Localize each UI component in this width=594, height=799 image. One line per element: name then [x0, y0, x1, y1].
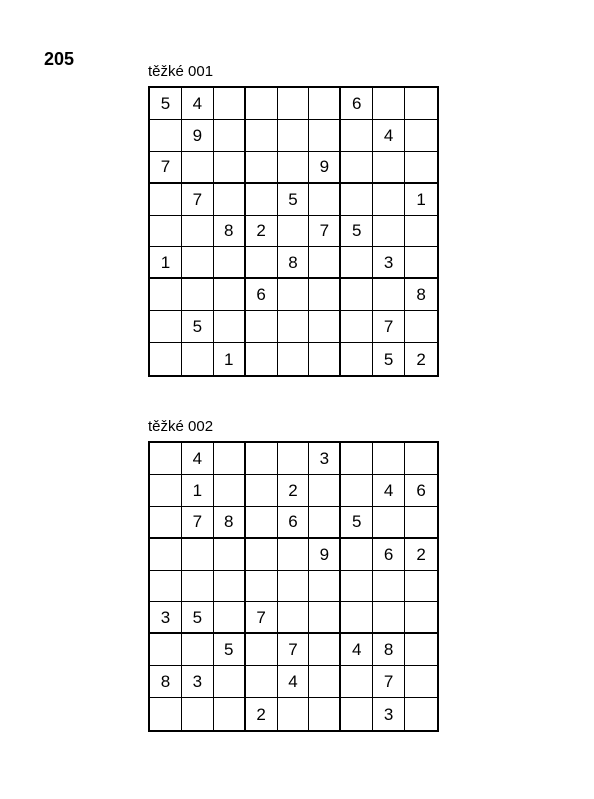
sudoku-cell — [182, 698, 214, 730]
sudoku-cell: 9 — [309, 539, 341, 571]
sudoku-cell — [309, 279, 341, 311]
sudoku-cell — [246, 184, 278, 216]
sudoku-cell — [182, 634, 214, 666]
sudoku-cell — [150, 698, 182, 730]
sudoku-cell: 5 — [182, 602, 214, 634]
sudoku-cell — [150, 279, 182, 311]
sudoku-cell — [405, 120, 437, 152]
sudoku-cell: 8 — [278, 247, 310, 279]
puzzle-title: těžké 001 — [148, 63, 214, 80]
sudoku-cell — [309, 247, 341, 279]
sudoku-cell: 1 — [405, 184, 437, 216]
sudoku-cell — [278, 443, 310, 475]
page-number: 205 — [44, 49, 75, 69]
sudoku-cell — [405, 311, 437, 343]
sudoku-cell — [309, 666, 341, 698]
sudoku-cell: 7 — [150, 152, 182, 184]
sudoku-cell: 9 — [309, 152, 341, 184]
sudoku-cell — [341, 571, 373, 603]
sudoku-cell — [309, 184, 341, 216]
sudoku-cell — [373, 184, 405, 216]
sudoku-cell: 8 — [405, 279, 437, 311]
sudoku-cell — [150, 539, 182, 571]
sudoku-cell: 2 — [416, 349, 426, 369]
sudoku-cell — [373, 216, 405, 248]
sudoku-cell — [246, 475, 278, 507]
sudoku-cell — [182, 571, 214, 603]
sudoku-cell — [246, 666, 278, 698]
sudoku-cell — [405, 634, 437, 666]
sudoku-cell — [150, 120, 182, 152]
sudoku-cell — [150, 571, 182, 603]
sudoku-cell — [309, 475, 341, 507]
sudoku-cell: 1 — [150, 247, 182, 279]
sudoku-cell — [150, 443, 182, 475]
sudoku-cell: 7 — [246, 602, 278, 634]
sudoku-cell — [182, 343, 214, 375]
sudoku-cell — [246, 120, 278, 152]
sudoku-cell — [309, 634, 341, 666]
sudoku-cell — [278, 698, 310, 730]
sudoku-cell: 2 — [246, 698, 278, 730]
sudoku-cell — [246, 311, 278, 343]
sudoku-cell: 3 — [373, 698, 405, 730]
sudoku-cell: 5 — [214, 634, 246, 666]
sudoku-cell: 3 — [150, 602, 182, 634]
sudoku-cell — [214, 571, 246, 603]
sudoku-cell — [405, 666, 437, 698]
sudoku-cell — [278, 279, 310, 311]
sudoku-cell — [405, 152, 437, 184]
sudoku-cell — [341, 475, 373, 507]
sudoku-cell — [246, 539, 278, 571]
sudoku-cell — [341, 343, 373, 375]
sudoku-cell — [309, 343, 341, 375]
sudoku-cell: 6 — [246, 279, 278, 311]
sudoku-cell — [182, 216, 214, 248]
sudoku-cell — [341, 120, 373, 152]
sudoku-cell — [278, 539, 310, 571]
sudoku-cell: 2 — [246, 216, 278, 248]
sudoku-cell — [309, 507, 341, 539]
sudoku-cell: 3 — [182, 666, 214, 698]
sudoku-cell — [150, 507, 182, 539]
sudoku-cell — [278, 311, 310, 343]
sudoku-cell: 7 — [309, 216, 341, 248]
sudoku-cell — [405, 507, 437, 539]
sudoku-cell: 4 — [182, 88, 214, 120]
sudoku-cell: 5 — [150, 88, 182, 120]
sudoku-cell: 4 — [373, 120, 405, 152]
sudoku-cell — [405, 443, 437, 475]
sudoku-cell — [405, 88, 437, 120]
sudoku-cell — [373, 152, 405, 184]
sudoku-cell — [278, 120, 310, 152]
sudoku-cell — [150, 634, 182, 666]
sudoku-cell — [373, 279, 405, 311]
sudoku-cell — [278, 88, 310, 120]
sudoku-cell: 4 — [373, 475, 405, 507]
sudoku-cell: 2 — [405, 539, 437, 571]
sudoku-cell: 7 — [373, 311, 405, 343]
sudoku-cell — [341, 311, 373, 343]
sudoku-cell — [309, 120, 341, 152]
sudoku-cell: 4 — [278, 666, 310, 698]
sudoku-cell — [341, 247, 373, 279]
puzzle-title: těžké 002 — [148, 418, 214, 435]
sudoku-cell: 3 — [309, 443, 341, 475]
sudoku-cell: 5 — [182, 311, 214, 343]
sudoku-grid — [148, 441, 439, 732]
sudoku-cell: 5 — [278, 184, 310, 216]
sudoku-cell — [405, 571, 437, 603]
sudoku-cell — [246, 634, 278, 666]
sudoku-cell — [405, 216, 437, 248]
sudoku-cell — [214, 539, 246, 571]
sudoku-cell — [214, 475, 246, 507]
sudoku-cell: 1 — [214, 343, 246, 375]
sudoku-cell — [246, 247, 278, 279]
sudoku-cell — [150, 184, 182, 216]
sudoku-cell — [309, 602, 341, 634]
sudoku-cell — [373, 88, 405, 120]
sudoku-cell — [373, 602, 405, 634]
sudoku-cell — [309, 698, 341, 730]
sudoku-cell: 6 — [278, 507, 310, 539]
sudoku-cell — [341, 443, 373, 475]
sudoku-cell — [246, 88, 278, 120]
sudoku-cell: 2 — [278, 475, 310, 507]
sudoku-cell — [373, 443, 405, 475]
sudoku-cell — [341, 184, 373, 216]
sudoku-cell — [278, 602, 310, 634]
sudoku-cell: 6 — [341, 88, 373, 120]
sudoku-cell: 5 — [373, 343, 405, 375]
sudoku-cell — [278, 571, 310, 603]
sudoku-cell: 6 — [405, 475, 437, 507]
sudoku-cell — [373, 571, 405, 603]
sudoku-cell: 4 — [341, 634, 373, 666]
sudoku-cell: 8 — [373, 634, 405, 666]
sudoku-cell — [278, 216, 310, 248]
sudoku-cell — [214, 311, 246, 343]
sudoku-cell — [246, 507, 278, 539]
sudoku-cell: 8 — [150, 666, 182, 698]
sudoku-cell — [182, 539, 214, 571]
sudoku-cell: 7 — [182, 507, 214, 539]
sudoku-cell — [182, 279, 214, 311]
sudoku-cell — [341, 602, 373, 634]
sudoku-cell — [246, 152, 278, 184]
sudoku-cell: 4 — [182, 443, 214, 475]
sudoku-cell — [246, 443, 278, 475]
sudoku-cell — [309, 88, 341, 120]
sudoku-cell — [278, 343, 310, 375]
sudoku-cell — [309, 311, 341, 343]
sudoku-cell — [341, 539, 373, 571]
sudoku-cell — [341, 152, 373, 184]
sudoku-cell: 5 — [341, 507, 373, 539]
sudoku-cell — [214, 247, 246, 279]
sudoku-cell — [150, 475, 182, 507]
sudoku-cell — [405, 247, 437, 279]
sudoku-cell — [214, 666, 246, 698]
sudoku-cell — [214, 602, 246, 634]
sudoku-cell — [341, 698, 373, 730]
sudoku-cell — [341, 279, 373, 311]
sudoku-cell — [214, 698, 246, 730]
sudoku-cell — [182, 247, 214, 279]
sudoku-cell: 6 — [373, 539, 405, 571]
sudoku-cell — [150, 216, 182, 248]
sudoku-cell — [405, 602, 437, 634]
sudoku-cell — [150, 343, 182, 375]
sudoku-cell — [278, 152, 310, 184]
sudoku-cell: 5 — [341, 216, 373, 248]
sudoku-cell — [214, 88, 246, 120]
sudoku-cell — [214, 184, 246, 216]
sudoku-cell — [182, 152, 214, 184]
sudoku-cell: 9 — [182, 120, 214, 152]
sudoku-cell — [373, 507, 405, 539]
sudoku-cell — [246, 343, 278, 375]
sudoku-cell — [214, 120, 246, 152]
sudoku-cell — [214, 443, 246, 475]
sudoku-cell — [214, 152, 246, 184]
sudoku-cell — [341, 666, 373, 698]
sudoku-cell — [214, 279, 246, 311]
sudoku-cell: 1 — [182, 475, 214, 507]
sudoku-cell — [150, 311, 182, 343]
sudoku-cell: 7 — [278, 634, 310, 666]
sudoku-cell — [405, 698, 437, 730]
sudoku-cell: 8 — [214, 216, 246, 248]
sudoku-cell: 3 — [373, 247, 405, 279]
sudoku-cell — [246, 571, 278, 603]
sudoku-cell: 7 — [182, 184, 214, 216]
sudoku-cell — [309, 571, 341, 603]
sudoku-grid — [148, 86, 439, 377]
sudoku-cell: 8 — [214, 507, 246, 539]
sudoku-cell: 7 — [373, 666, 405, 698]
